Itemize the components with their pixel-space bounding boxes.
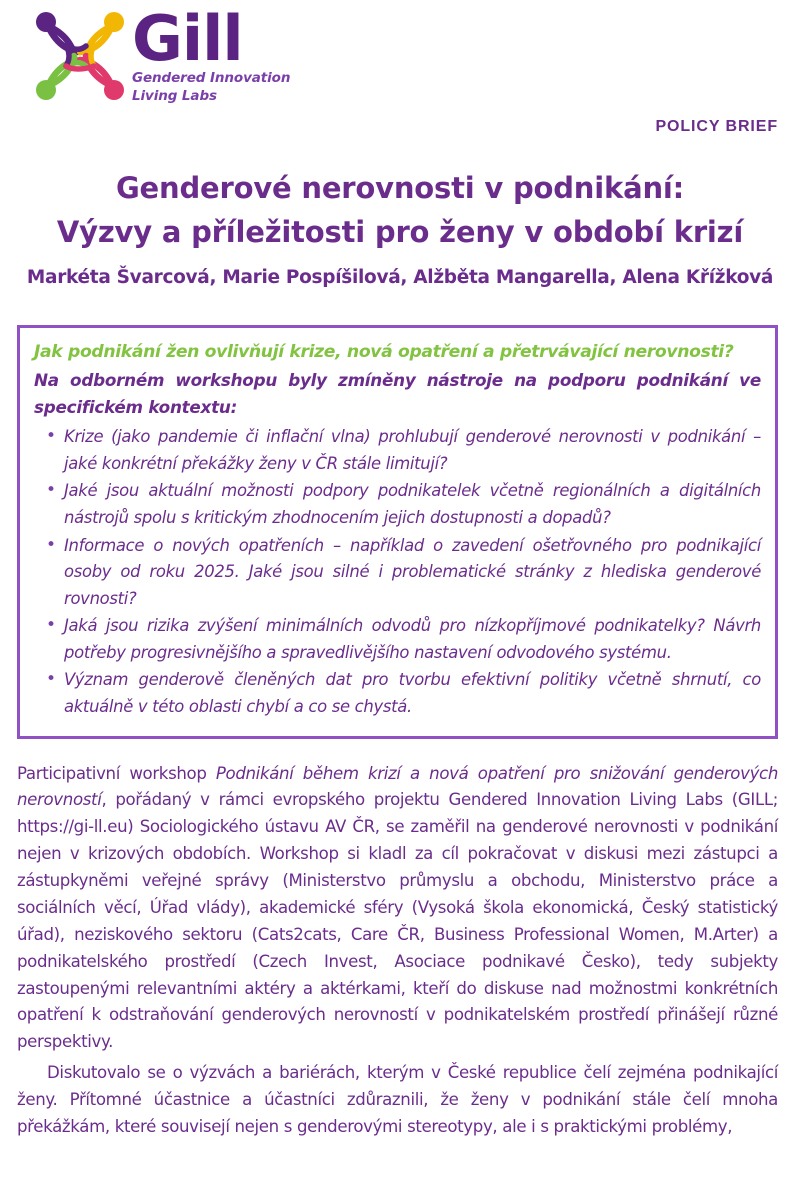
emblem-dot-top-left	[36, 12, 56, 32]
page-title-line-1: Genderové nerovnosti v podnikání:	[115, 171, 685, 205]
gill-tagline-line-1: Gendered Innovation	[132, 69, 291, 86]
callout-heading: Jak podnikání žen ovlivňují krize, nová opatření a přetrvávající nerovnosti?	[34, 341, 734, 362]
emblem-dot-bottom-left	[36, 80, 56, 100]
gill-logo	[24, 2, 291, 106]
emblem-dot-bottom-right	[104, 80, 124, 100]
paragraph-1-remainder: , pořádaný v rámci evropského projektu Gendered Innovation Living Labs (GILL; https://gi-ll.eu) Sociologického ústavu AV ČR, se zaměřil na genderové nerovnosti v podnikání nejen v krizových obdobích. Workshop si kladl za cíl pokračovat v diskusi mezi zástupci a zástupkyněmi veřejné správy (Ministerstvo průmyslu a obchodu, Ministerstvo práce a sociálních věcí, Úřad vlády), akademické sféry (Vysoká škola ekonomická, Český statistický úřad), neziskového sektoru (Cats2cats, Care ČR, Business Professional Women, M.Arter) a podnikatelského prostředí (Czech Invest, Asociace podnikavé Česko), tedy subjekty zastoupenými relevantními aktéry a aktérkami, kteří do diskuse nad možnostmi konkrétních opatření k odstraňování genderových nerovností v podnikatelském prostředí přinášejí různé perspektivy.	[17, 790, 778, 1052]
body-paragraph-2: Diskutovalo se o výzvách a bariérách, kterým v České republice čelí zejména podnikající ženy. Přítomné účastnice a účastníci zdůraznili, že ženy v podnikání stále čelí mnoha překážkám, které souvisejí nejen s genderovými stereotypy, ale i s praktickými problémy,	[17, 1063, 778, 1136]
gill-wordmark	[132, 2, 291, 105]
gill-emblem-icon	[24, 6, 136, 106]
list-item: • Jaké jsou aktuální možnosti podpory podnikatelek včetně regionálních a digitálních nástrojů spolu s kritickým zhodnocením jejich dostupnosti a dopadů?	[34, 478, 761, 531]
title-block	[0, 150, 800, 292]
document-header	[0, 0, 800, 150]
gill-tagline-line-2: Living Labs	[132, 87, 217, 104]
list-item: • Informace o nových opatřeních – například o zavedení ošetřovného pro podnikající osoby od roku 2025. Jaké jsou silné i problematické stránky z hlediska genderové rovnosti?	[34, 533, 761, 613]
callout-bullet-list	[34, 424, 761, 720]
body-paragraph-1	[17, 761, 778, 1057]
list-item: • Krize (jako pandemie či inflační vlna) prohlubují genderové nerovnosti v podnikání – jaké konkrétní překážky ženy v ČR stále limitují?	[34, 424, 761, 477]
authors-list: Markéta Švarcová, Marie Pospíšilová, Alžběta Mangarella, Alena Křížková	[26, 267, 774, 289]
key-questions-callout-box	[17, 325, 778, 739]
document-type-label: POLICY BRIEF	[655, 118, 778, 135]
emblem-dot-top-right	[104, 12, 124, 32]
page-title-line-2: Výzvy a příležitosti pro ženy v období krizí	[56, 215, 744, 250]
body-text	[17, 761, 778, 1141]
list-item: • Jaká jsou rizika zvýšení minimálních odvodů pro nízkopříjmové podnikatelky? Návrh potřeby progresivnějšího a spravedlivějšího nastavení odvodového systému.	[34, 613, 761, 666]
callout-subheading: Na odborném workshopu byly zmíněny nástroje na podporu podnikání ve specifickém kontextu:	[34, 369, 761, 418]
workshop-title-italic: Podnikání během krizí a nová opatření pro snižování genderových nerovností	[17, 763, 778, 810]
list-item: • Význam genderově členěných dat pro tvorbu efektivní politiky včetně shrnutí, co aktuálně v této oblasti chybí a co se chystá.	[34, 667, 761, 720]
paragraph-1-lead-in: Participativní workshop	[17, 763, 216, 783]
gill-wordmark-text: Gill	[132, 2, 243, 75]
